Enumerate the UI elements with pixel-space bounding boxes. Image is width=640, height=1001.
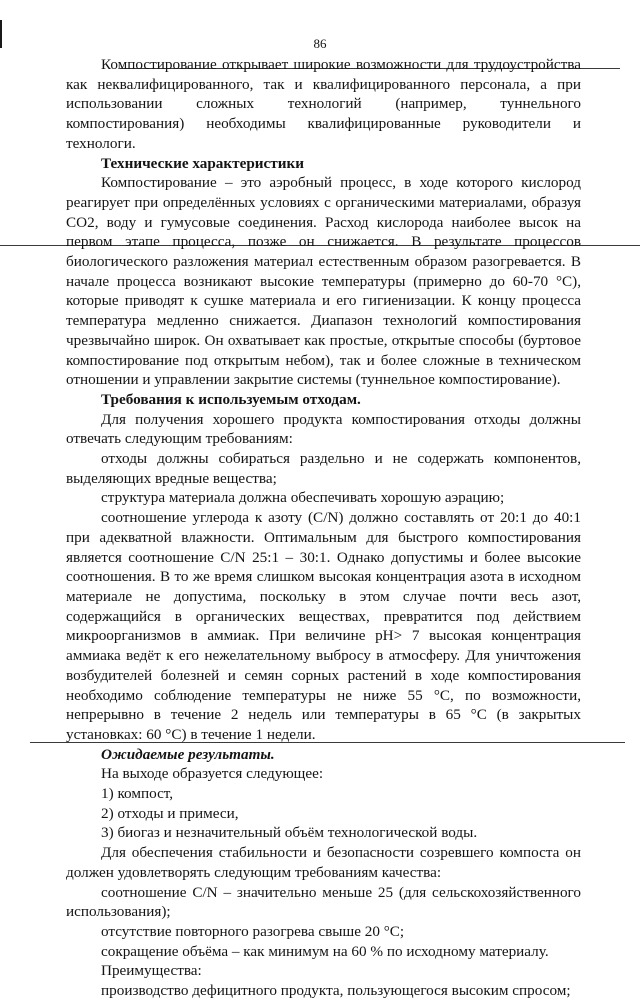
paragraph: 3) биогаз и незначительный объём технологической воды. xyxy=(101,824,478,842)
paragraph: соотношение углерода к азоту (C/N) должно составлять от 20:1 до 40:1 при адекватной влажности. Оптимальным для быстрого компостирования является соотношение C/N 25:1 – 30:1. Однако допустимы и более высокие соотношения. В то же время слишком высокая концентрация азота в исходном материале не допустима, поскольку в этом случае почти весь азот, содержащийся в органических веществах, превратится под действием микроорганизмов в аммиак. При величине pH> 7 высокая концентрация аммиака ведёт к его нежелательному выбросу в атмосферу. Для уничтожения возбудителей болезней и семян сорных растений в ходе компостирования необходимо соблюдение температуры не ниже 55 °С, по возможности, непрерывно в течение 2 недель или температуры в 65 °С (в закрытых установках: 60 °С) в течение 1 недели. xyxy=(66,509,581,743)
paragraph: Компостирование – это аэробный процесс, в ходе которого кислород реагирует при определённых условиях с органическими материалами, образуя СО2, воду и гумусовые соединения. Расход кислорода наиболее высок на первом этапе процесса, позже он снижается. В результате процессов биологического разложения материал естественным образом разогревается. В начале процесса возникают высокие температуры (примерно до 60-70 °С), которые приводят к сушке материала и его гигиенизации. К концу процесса температура медленно снижается. Диапазон технологий компостирования чрезвычайно широк. Он охватывает как простые, открытые способы (буртовое компостирование под открытым небом), так и более сложные в техническом отношении и управлении закрытие системы (туннельное компостирование). xyxy=(66,174,581,389)
paragraph: отсутствие повторного разогрева свыше 20 °С; xyxy=(101,922,405,940)
document-body xyxy=(66,55,581,1001)
section-heading: Ожидаемые результаты. xyxy=(101,745,275,763)
paragraph: Для получения хорошего продукта компостирования отходы должны отвечать следующим требованиям: xyxy=(66,410,581,448)
paragraph: структура материала должна обеспечивать хорошую аэрацию; xyxy=(101,489,505,507)
paragraph: отходы должны собираться раздельно и не содержать компонентов, выделяющих вредные вещества; xyxy=(66,450,581,487)
section-heading: Технические характеристики xyxy=(101,154,304,172)
paragraph: Для обеспечения стабильности и безопасности созревшего компоста он должен удовлетворять следующим требованиям качества: xyxy=(66,844,581,881)
paragraph: 1) компост, xyxy=(101,785,174,803)
paragraph: соотношение C/N – значительно меньше 25 (для сельскохозяйственного использования); xyxy=(66,883,581,921)
page-number: 86 xyxy=(313,36,327,51)
paragraph: сокращение объёма – как минимум на 60 % по исходному материалу. xyxy=(101,942,549,960)
section-heading: Требования к используемым отходам. xyxy=(101,390,361,408)
paragraph: производство дефицитного продукта, пользующегося высоким спросом; xyxy=(101,982,571,1000)
paragraph: 2) отходы и примеси, xyxy=(101,804,239,822)
paragraph: Компостирование открывает широкие возможности для трудоустройства как неквалифицированного, так и квалифицированного персонала, а при использовании сложных технологий (например, туннельного компостирования) необходимы квалифицированные руководители и технологи. xyxy=(66,56,581,152)
paragraph: Преимущества: xyxy=(101,962,202,980)
paragraph: На выходе образуется следующее: xyxy=(101,765,324,783)
